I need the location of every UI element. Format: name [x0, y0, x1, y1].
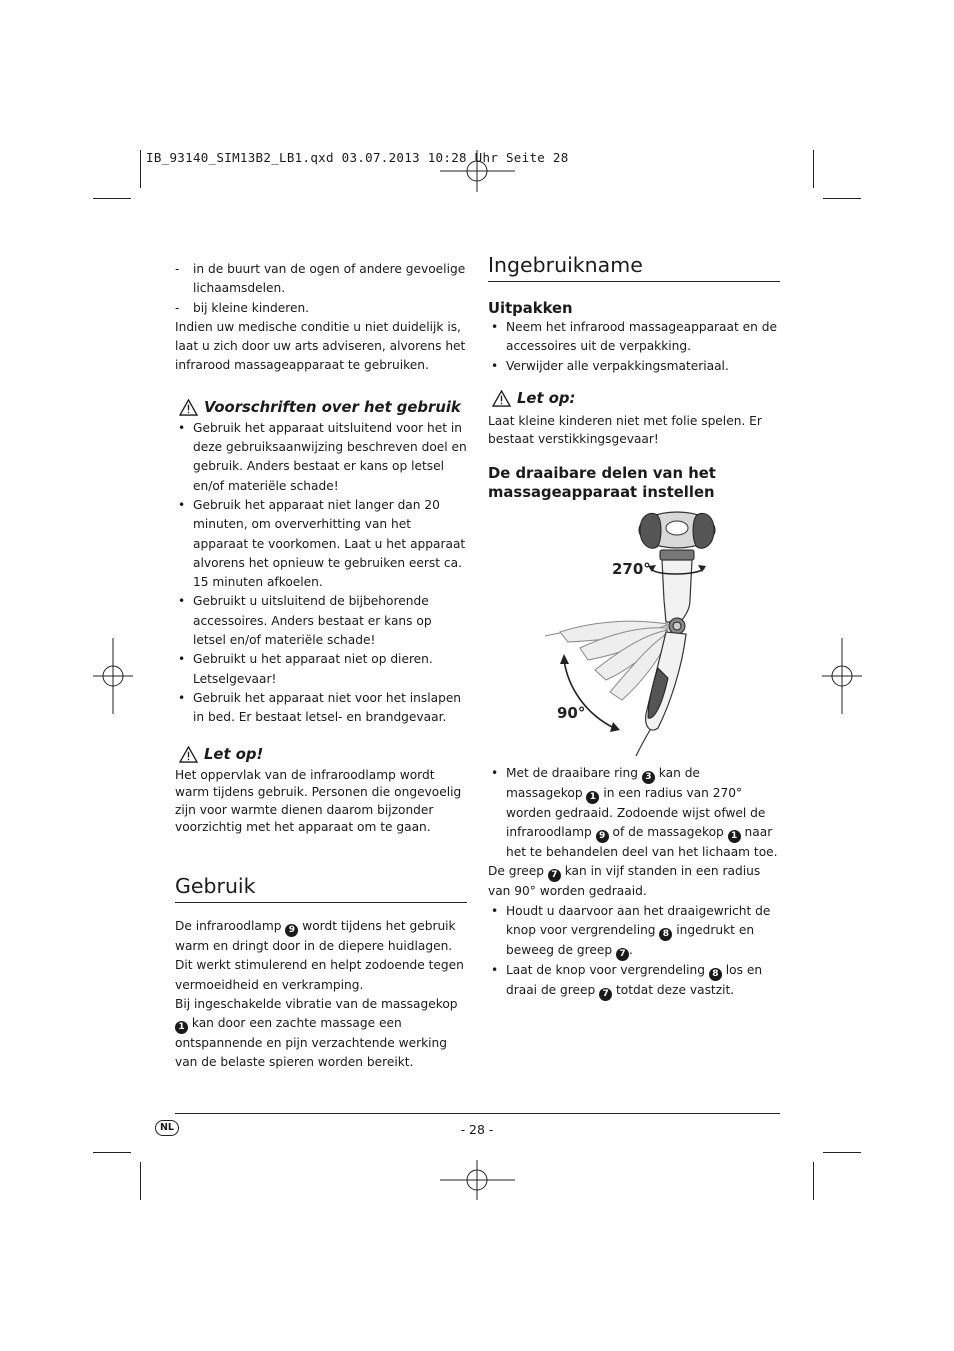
rules-heading: [179, 398, 467, 418]
intro-paragraph: Indien uw medische conditie u niet duidelijk is, laat u zich door uw arts adviseren, alvorens het infrarood massageapparaat te gebruiken.: [175, 319, 466, 373]
part-number-badge: 7: [599, 988, 612, 1001]
letop-paragraph: Laat kleine kinderen niet met folie spelen. Er bestaat verstikkingsgevaar!: [488, 413, 762, 446]
list-item: • Gebruik het apparaat niet langer dan 20 minuten, om oververhitting van het apparaat te voorkomen. Laat u het apparaat alvorens het opnieuw te gebruiken eerst ca. 15 minuten afkoelen.: [175, 496, 467, 592]
text-run: kan in vijf standen in een radius van 90° worden gedraaid.: [488, 864, 761, 899]
list-item: - bij kleine kinderen.: [175, 299, 467, 318]
text-run: De infraroodlamp: [175, 918, 282, 933]
text-run: .: [629, 943, 633, 958]
list-item: [488, 961, 780, 1001]
uitpakken-heading: Uitpakken: [488, 300, 573, 317]
list-item: • Gebruikt u het apparaat niet op dieren. Letselgevaar!: [175, 650, 467, 689]
part-number-badge: 8: [709, 968, 722, 981]
list-item: • Gebruik het apparaat uitsluitend voor het in deze gebruiksaanwijzing beschreven doel en gebruik. Anders bestaat er kans op letsel en/of materiële schade!: [175, 419, 467, 496]
letop-heading: [179, 745, 467, 765]
list-item: [488, 902, 780, 961]
text-run: De greep: [488, 864, 544, 879]
list-item: - in de buurt van de ogen of andere gevoelige lichaamsdelen.: [175, 260, 467, 299]
page-number: - 28 -: [460, 1122, 494, 1137]
footer-rule: [175, 1113, 780, 1114]
section-heading-gebruik: Gebruik: [175, 873, 467, 903]
greep-paragraph: [488, 862, 780, 901]
warning-icon: [179, 746, 198, 763]
text-run: Met de draaibare ring: [506, 765, 639, 780]
list-item: • Neem het infrarood massageapparaat en de accessoires uit de verpakking.: [488, 318, 780, 357]
text-run: Laat de knop voor vergrendeling: [506, 963, 706, 978]
letop-paragraph: Het oppervlak van de infraroodlamp wordt warm tijdens gebruik. Personen die ongevoelig zijn voor warmte dienen daarom bijzonder voorzichtig met het apparaat om te gaan.: [175, 767, 462, 835]
text-run: naar het te behandelen deel van het lichaam toe.: [506, 825, 778, 860]
text-run: of de massagekop: [612, 825, 724, 840]
section-heading-ingebruikname: Ingebruikname: [488, 252, 780, 282]
gebruik-paragraph-1: [175, 917, 467, 995]
text-run: in een radius van 270° worden gedraaid. Zodoende wijst ofwel de infraroodlamp: [506, 785, 766, 840]
angle-label-90: 90°: [557, 704, 586, 722]
part-number-badge: 7: [548, 869, 561, 882]
left-column: [175, 260, 467, 1073]
part-number-badge: 8: [659, 928, 672, 941]
rules-heading-text: Voorschriften over het gebruik: [204, 398, 461, 416]
part-number-badge: 1: [175, 1021, 188, 1034]
letop-heading: [492, 389, 780, 409]
warning-icon: [179, 399, 198, 416]
text-run: totdat deze vastzit.: [616, 983, 735, 998]
part-number-badge: 3: [642, 771, 655, 784]
text-run: kan door een zachte massage een ontspannende en pijn verzachtende werking van de belaste spieren worden bereikt.: [175, 1016, 447, 1070]
text-run: ingedrukt en beweeg de greep: [506, 923, 755, 958]
text-run: Bij ingeschakelde vibratie van de massagekop: [175, 996, 458, 1011]
letop-heading-text: Let op!: [204, 745, 264, 763]
part-number-badge: 1: [586, 791, 599, 804]
draai-heading: De draaibare delen van het massageapparaat instellen: [488, 464, 716, 501]
massage-device-drawing: [540, 508, 740, 758]
warning-icon: [492, 390, 511, 407]
text-run: kan de massagekop: [506, 765, 700, 800]
list-item: • Gebruik het apparaat niet voor het inslapen in bed. Er bestaat letsel- en brandgevaar.: [175, 689, 467, 728]
part-number-badge: 9: [596, 830, 609, 843]
list-item: [488, 764, 780, 863]
gebruik-paragraph-2: [175, 995, 467, 1073]
text-run: wordt tijdens het gebruik warm en dringt door in de diepere huidlagen. Dit werkt stimulerend en helpt zodoende tegen vermoeidheid en verkramping.: [175, 918, 464, 992]
part-number-badge: 9: [285, 924, 298, 937]
part-number-badge: 1: [728, 830, 741, 843]
list-item: • Verwijder alle verpakkingsmateriaal.: [488, 357, 780, 376]
part-number-badge: 7: [616, 948, 629, 961]
angle-label-270: 270°: [612, 560, 651, 578]
device-illustration: [540, 508, 740, 758]
text-run: Houdt u daarvoor aan het draaigewricht de knop voor vergrendeling: [506, 903, 771, 938]
text-run: los en draai de greep: [506, 963, 763, 998]
letop-heading-text: Let op:: [517, 389, 576, 407]
print-slug: IB_93140_SIM13B2_LB1.qxd 03.07.2013 10:28 Uhr Seite 28: [146, 150, 569, 165]
language-badge: NL: [155, 1120, 179, 1136]
list-item: • Gebruikt u uitsluitend de bijbehorende accessoires. Anders bestaat er kans op letsel en/of materiële schade!: [175, 592, 467, 650]
